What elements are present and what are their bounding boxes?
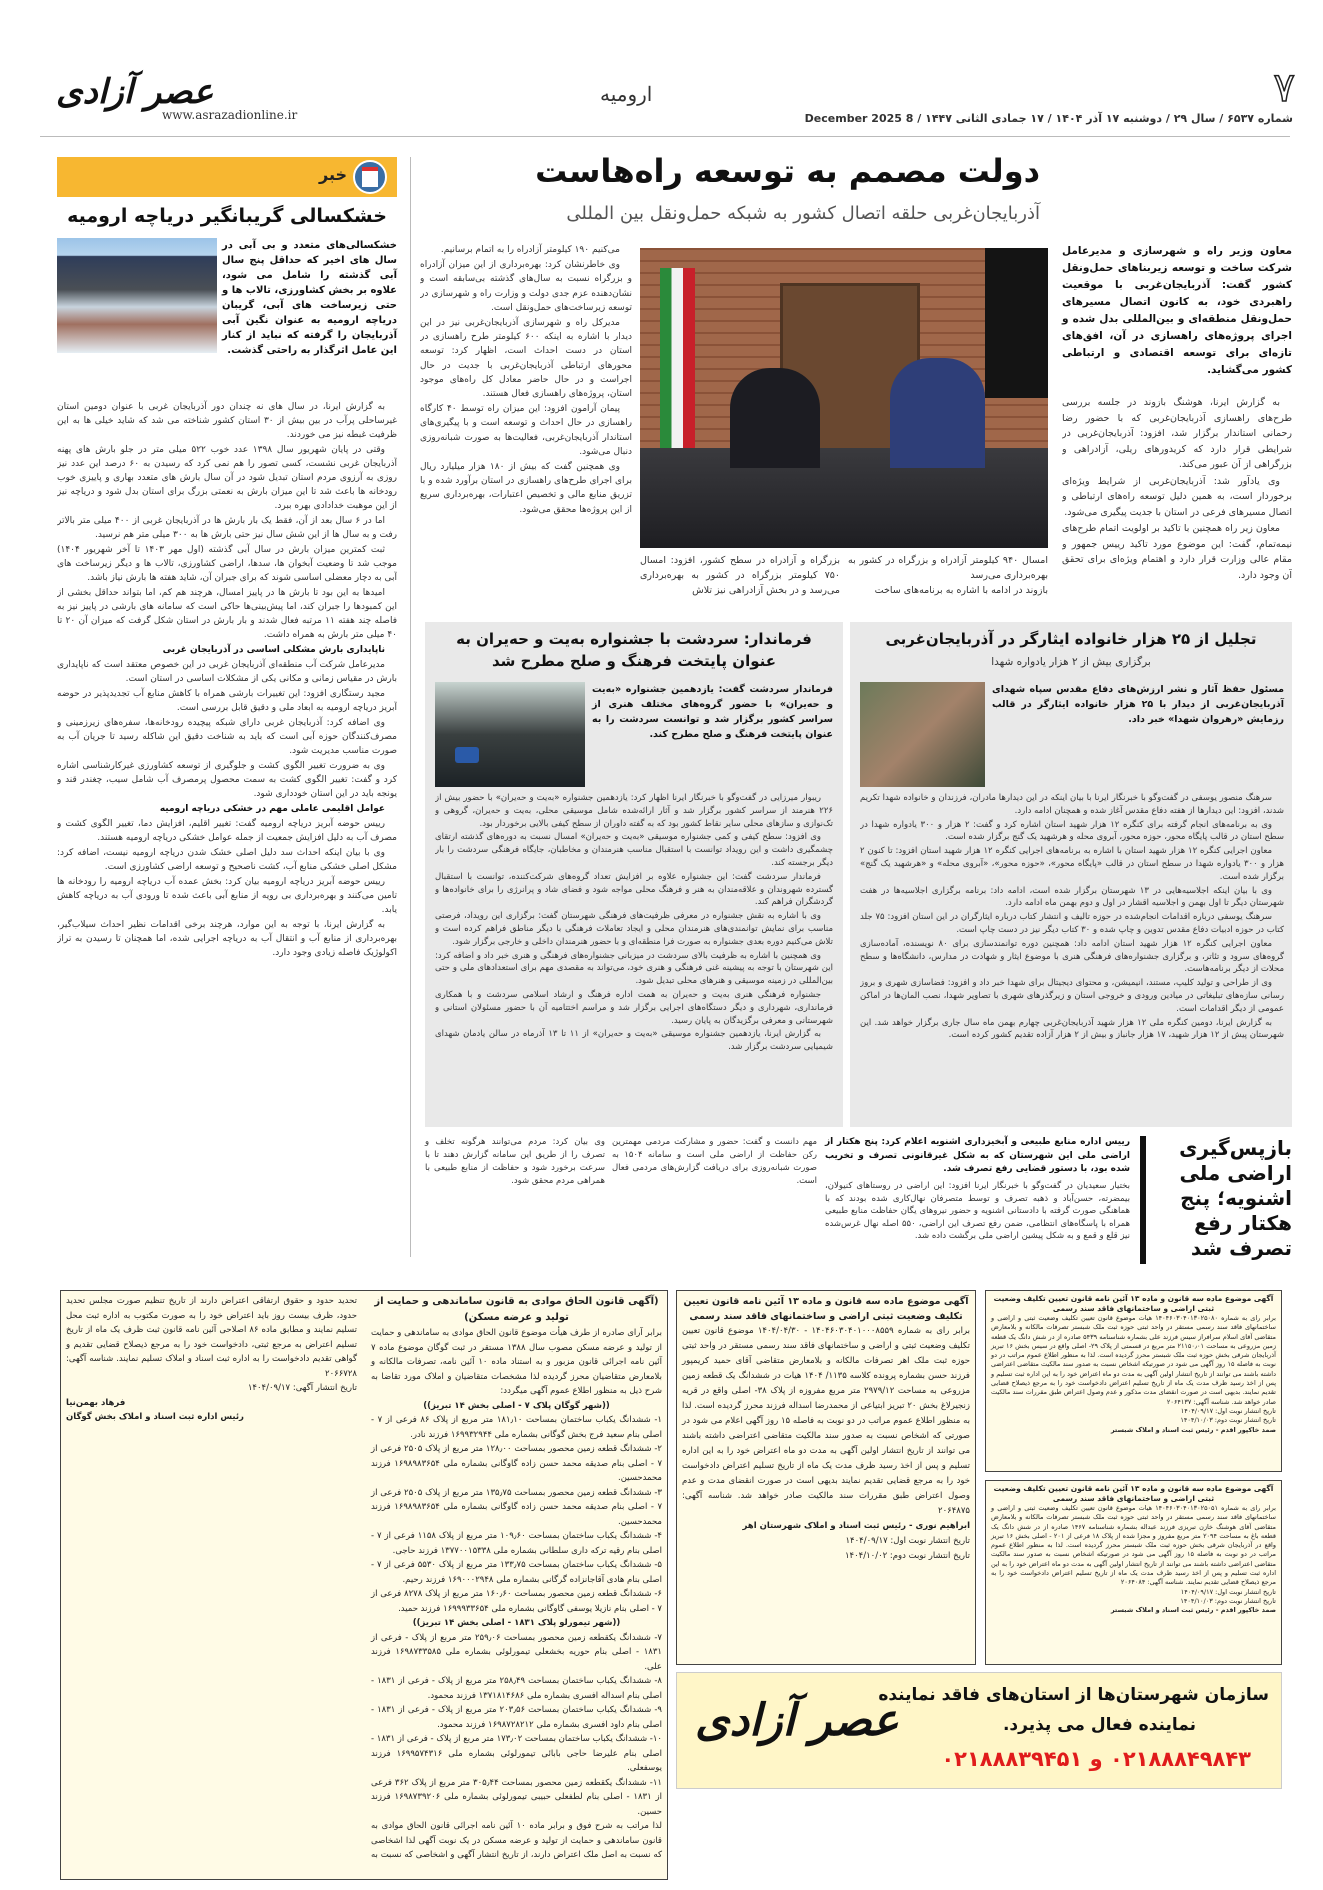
page-header	[0, 60, 1323, 130]
body-paragraph: وی به برنامه‌های انجام گرفته برای کنگره ۱۲ هزار شهید استان اشاره کرد و گفت: ۲ هزار و ۳۰۰ یادواره شهدا در سطح استان در قالب پایگاه محور، حوزه محور، آبروی محله و هرشهید یک گنج برگزار شده است.	[860, 819, 1284, 843]
promo-line1: سازمان شهرستان‌ها از استان‌های فاقد نماینده	[878, 1685, 1269, 1705]
ad-item: ۵- ششدانگ یکباب ساختمان بمساحت ۱۳۳٫۷۵ متر مربع از پلاک ۵۵۳۰ فرعی از ۷ - اصلی بنام هادی آقاجانزاده گرگانی بشماره ملی ۱۶۹۰۰۰۲۹۴۸ فرزند رحیم.	[371, 1560, 662, 1585]
news-body-paragraph: رییس حوضه آبریز دریاچه ارومیه گفت: تغییر اقلیم، افزایش دما، تغییر الگوی کشت و مصرف آب به دلیل افزایش جمعیت از جمله عوامل خشکی دریاچه ارومیه هستند.	[57, 819, 397, 843]
body-paragraph: وی یادآور شد: آذربایجان‌غربی از شرایط ویژه‌ای برخوردار است، به همین دلیل توسعه راه‌های ارتباطی و اتصال مسیرهای فرعی در استان با جدیت پیگیری می‌شود.	[1062, 475, 1292, 518]
main-story-col3	[420, 243, 632, 611]
news-label: خبر	[318, 165, 347, 184]
body-paragraph: مدیرکل راه و شهرسازی آذربایجان‌غربی نیز در این دیدار با اشاره به اینکه ۶۰۰ کیلومتر طرح راهسازی در استان در دست احداث است، اظهار کرد: توسعه محورهای ارتباطی آذربایجان‌غربی با جدیت در حال اجراست و در حال حاضر معادل کل راه‌های موجود استان، پروژه‌های راهسازی فعال هستند.	[420, 318, 632, 400]
masthead-logo: عصر آزادی	[56, 72, 214, 112]
ad-date-second: تاریخ انتشار نوبت دوم: ۱۴۰۴/۱۰/۰۳	[1180, 1416, 1276, 1425]
body-paragraph: وی با اشاره به نقش جشنواره در معرفی ظرفیت‌های فرهنگی شهرستان گفت: برگزاری این رویداد، فرصتی مناسب برای نمایش توانمندی‌های هنرمندان محلی و ایجاد تعاملات فرهنگی با دیگر مناطق فراهم کرده است و تلاش می‌کنیم دوره بعدی جشنواره به صورت فرا منطقه‌ای و با حضور هنرمندان داخلی و خارجی برگزار شود.	[435, 911, 833, 947]
legal-ad-shabestar-1	[985, 1290, 1282, 1472]
ad-item: ۷- ششدانگ یکقطعه زمین محصور بمساحت ۲۵۹٫۰۶ متر مربع از پلاک - فرعی از ۱۸۳۱ - اصلی بنام حوریه بخشعلی تیمورلوئی بشماره ملی ۱۶۹۸۷۳۳۵۸۵ فرزند علی.	[371, 1632, 662, 1672]
legal-ad-ahar	[676, 1290, 976, 1665]
ad-date-second: تاریخ انتشار نوبت دوم: ۱۴۰۴/۱۰/۰۲	[844, 1551, 970, 1561]
ad-subheading: ((شهر گوگان پلاک ۷ - اصلی بخش ۱۴ تبریز))	[423, 1400, 610, 1411]
news-body-paragraph: ثبت کمترین میزان بارش در سال آبی گذشته (اول مهر ۱۴۰۳ تا آخر شهریور ۱۴۰۴) موجب شد تا وضعیت آبخوان ها، سدها، اراضی کشاورزی، تالاب ها و دیگر زیرساخت های آبی به دچار معضلی اساسی شوند که برای جبران آن، شاید هفته ها بارش نیاز باشد.	[57, 545, 397, 583]
meeting-photo	[640, 248, 1048, 548]
person-right	[890, 358, 985, 468]
microphone-icon	[455, 747, 479, 763]
news-body-paragraph: به گزارش ایرنا، در سال های نه چندان دور آذربایجان غربی با عنوان دومین استان غیرساحلی پرآب در بین بیش از ۳۰ استان کشور شناخته می شد که شاید خیلی ها به این ظرفیت غبطه نیز می خوردند.	[57, 402, 397, 440]
sardasht-lead: فرماندار سردشت گفت: یازدهمین جشنواره «به‌یت و حه‌یران» با حضور گروه‌های مختلف هنری از سراسر کشور برگزار شد و توانست سردشت را به عنوان پایتخت فرهنگ و صلح مطرح کند.	[592, 684, 833, 740]
body-paragraph: معاون اجرایی کنگره ۱۲ هزار شهید استان ادامه داد: همچنین دوره توانمندسازی برای ۸۰ نویسنده، آماده‌سازی گروه‌های سرود و تئاتر، و برگزاری جشنواره‌های فرهنگی هنری با موضوع ایثار و شهادت در مدارس، دانشگاه‌ها و سطح محلات از دیگر برنامه‌هاست.	[860, 938, 1284, 975]
news-body-paragraph: وی اضافه کرد: آذربایجان غربی دارای شبکه پیچیده رودخانه‌ها، سفره‌های زیرزمینی و مصرف‌کنندگان حوزه آبی است که باید به شناخت دقیق این شاکله رسید تا جریان آب به صورت مناسب مدیریت شود.	[57, 718, 397, 756]
ad-subheading: ((شهر تیمورلو پلاک ۱۸۳۱ - اصلی بخش ۱۴ تبریز))	[412, 1618, 621, 1628]
isargar-title: تجلیل از ۲۵ هزار خانواده ایثارگر در آذربایجان‌غربی	[885, 630, 1257, 648]
sardasht-body	[435, 792, 833, 1122]
promo-line2: نماینده فعال می پذیرد.	[1002, 1715, 1196, 1735]
ad-item: ۱۰- ششدانگ یکباب ساختمان بمساحت ۱۷۳٫۰۲ متر مربع از پلاک - فرعی از ۱۸۳۱ - اصلی بنام علیرضا حاجی بابائی تیمورلوئی بشماره ملی ۱۶۹۹۵۷۴۳۱۶ فرزند یوسفعلی.	[371, 1734, 662, 1773]
news-subheading: ناپایداری بارش مشکلی اساسی در آذربایجان غربی	[162, 645, 385, 655]
isargar-photo	[860, 682, 985, 787]
ad-item: ۲- ششدانگ قطعه زمین محصور بمساحت ۱۲۸٫۰۰ متر مربع از پلاک ۲۵۰۵ فرعی از ۷ - اصلی بنام صدیقه محمد حسن زاده گاوگانی بشماره ملی ۱۶۹۸۹۸۳۶۵۴ فرزند محمدحسین.	[371, 1444, 663, 1483]
main-story-lead: معاون وزیر راه و شهرسازی و مدیرعامل شرکت ساخت و توسعه زیربناهای حمل‌ونقل کشور گفت: آذربایجان‌غربی با موقعیت راهبردی خود، به کانون اتصال مسیرهای حمل‌ونقل منطقه‌ای و بین‌المللی بدل شده و اجرای پروژه‌های راهسازی در آن، افق‌های تازه‌ای برای توسعه اقتصادی و ارتباطی کشور می‌گشاید.	[1062, 245, 1292, 376]
page-number: ۷	[1273, 65, 1295, 111]
news-subheading: عوامل اقلیمی عاملی مهم در خشکی دریاچه ارومیه	[159, 804, 385, 814]
caption-col2: بزرگراه و آزادراه در سطح کشور، افزود: امسال ۷۵۰ کیلومتر بزرگراه در کشور به بهره‌برداری می‌رسد و در بخش آزادراهی نیز تلاش	[640, 555, 840, 596]
body-paragraph: پیمان آرامون افزود: این میزان راه توسط ۴۰ کارگاه راهسازی در حال احداث و توسعه است و با پیگیری‌های استاندار آذربایجان‌غربی، فعالیت‌ها به صورت شبانه‌روزی دنبال می‌شود.	[420, 404, 632, 457]
tv-screen	[985, 248, 1048, 398]
ad-item: ۱۱- ششدانگ یکقطعه زمین محصور بمساحت ۳۰۵٫۴۴ متر مربع از پلاک ۳۶۲ فرعی از ۱۸۳۱ - اصلی بنام لطفعلی حبیبی تیمورلوئی بشماره ملی ۱۶۹۸۷۳۹۲۰۶ فرزند حسین.	[371, 1777, 662, 1817]
body-paragraph: به گزارش ایرنا، هوشنگ بازوند در جلسه بررسی طرح‌های راهسازی آذربایجان‌غربی که با حضور رضا رحمانی استاندار برگزار شد، افزود: آذربایجان‌غربی در شرایطی قرار دارد که کریدورهای ریلی، آزادراهی و بزرگراهی از آن عبور می‌کند.	[1062, 397, 1292, 470]
ad-title: آگهی موضوع ماده سه قانون و ماده ۱۳ آئین نامه قانون تعیین تکلیف وضعیت ثبتی اراضی و ساختمانهای فاقد سند رسمی	[683, 1296, 969, 1322]
main-story-col1	[1062, 395, 1292, 615]
oshnavieh-lead: رییس اداره منابع طبیعی و آبخیزداری اشنویه اعلام کرد: پنج هکتار از اراضی ملی این شهرستان که به شکل غیرقانونی تصرف و تخریب شده بود، با دستور قضایی رفع تصرف شد.	[825, 1137, 1130, 1174]
issue-line: شماره ۶۵۳۷ / سال ۲۹ / دوشنبه ۱۷ آذر ۱۴۰۴ / ۱۷ جمادی الثانی ۱۴۴۷ / 8 December 2025	[804, 112, 1293, 125]
news-box-title: خشکسالی گریبانگیر دریاچه ارومیه	[67, 205, 387, 227]
oshnavieh-col3: وی بیان کرد: مردم می‌توانند هرگونه تخلف و تصرف را از طریق این سامانه گزارش دهند تا با سرعت برخورد شود و حفاظت از منابع طبیعی با همراهی مردم محقق شود.	[425, 1137, 605, 1186]
news-label-bar	[57, 157, 397, 197]
ad-item: ۸- ششدانگ یکباب ساختمان بمساحت ۲۵۸٫۴۹ متر مربع از پلاک - فرعی از ۱۸۳۱ - اصلی بنام اسداله افسری بشماره ملی ۱۳۷۱۸۱۴۶۸۶ فرزند محمود.	[371, 1676, 662, 1701]
column-divider	[410, 157, 411, 1257]
ad-item: ۱- ششدانگ یکباب ساختمان بمساحت ۱۸۱٫۱۰ متر مربع از پلاک ۸۶ فرعی از ۷ - اصلی بنام سعید فرج بخش گوگانی بشماره ملی ۱۶۹۹۳۲۹۴۴ فرزند نادر.	[371, 1415, 662, 1440]
ad-body: برابر رای به شماره ۱۴۰۴۶۰۳۰۴۰۱۳۰۲۵۰۵۱ هیات موضوع قانون تعیین تکلیف وضعیت ثبتی و اراضی و ساختمانهای فاقد سند رسمی مستقر در واحد ثبتی حوزه ثبت ملک شبستر تصرفات مالکانه و بلامعارض متقاضی آقای هوشنگ خازن تبریزی فرزند عبداله بشماره شناسنامه ۱۴۶۷ صادره از در شش دانگ یک قطعه باغ به مساحت ۲۰۹۴ متر مربع مفروز و مجزا شده از پلاک ۱۸ فرعی از ۲۰۱ - اصلی بخش ۱۶ تبریز واقع در آذربایجان شرقی بخش حوزه ثبت ملک شبستر محرز گردیده است. لذا به منظور اطلاع عموم مراتب در دو نوبت به فاصله ۱۵ روز آگهی می شود در صورتیکه اشخاص نسبت به صدور سند مالکیت متقاضی اعتراضی داشته باشند می توانند از تاریخ انتشار اولین آگهی به مدت دو ماه اعتراض خود را به این اداره ثبت تسلیم و پس از اخذ رسید ظرف مدت یک ماه از تاریخ تسلیم اعتراض دادخواست خود را به مرجع ذیصلاح قضایی تقدیم نمایند. شناسه آگهی: ۲۰۶۴۰۸۴	[991, 1504, 1276, 1587]
legal-ad-gogan	[60, 1290, 668, 1880]
ad-signer: فرهاد بهمن‌نیا	[66, 1397, 126, 1408]
body-paragraph: وی همچنین گفت که بیش از ۱۸۰ هزار میلیارد ریال برای اجرای طرح‌های راهسازی در استان برآورد شده و با تزریق منابع مالی و تخصیص اعتبارات، بهره‌برداری سریع از این پروژه‌ها محقق می‌شود.	[420, 462, 632, 515]
news-body-paragraph: مجید رستگاری افزود: این تغییرات بارشی همراه با کاهش منابع آب تجدیدپذیر در حوضه آبریز دریاچه ارومیه به ابعاد ملی و دقیق قابل بررسی است.	[57, 689, 397, 713]
news-body-paragraph: وی با بیان اینکه احداث سد دلیل اصلی خشک شدن دریاچه ارومیه نیست، اضافه کرد: مشکل اصلی خشکی منابع آب، کشت ناصحیح و توسعه اراضی کشاورزی است.	[57, 848, 397, 872]
main-story-subtitle: آذربایجان‌غربی حلقه اتصال کشور به شبکه حمل‌ونقل بین المللی	[566, 203, 1040, 224]
news-body-paragraph: مدیرعامل شرکت آب منطقه‌ای آذربایجان غربی در این خصوص معتقد است که ناپایداری بارش در مقیاس زمانی و مکانی یکی از مشکلات اساسی در استان است.	[57, 660, 397, 684]
sardasht-title: فرماندار: سردشت با جشنواره به‌یت و حه‌یران به عنوان پایتخت فرهنگ و صلح مطرح شد	[456, 630, 812, 670]
ad-intro: برابر آرای صادره از طرف هیأت موضوع قانون الحاق موادی به ساماندهی و حمایت از تولید و عرضه مسکن مصوب سال ۱۳۸۸ مستقر در ثبت گوگان موضوع ماده ۷ آئین نامه اجرائی قانون مزبور و به استناد ماده ۱۰ آئین نامه، تصرفات مالکانه و بلامعارض متقاضیان محرز گردیده لذا مشخصات متقاضیان و املاک مورد تقاضا به شرح ذیل به منظور اطلاع عموم آگهی میگردد:	[371, 1328, 662, 1396]
promo-banner	[676, 1672, 1282, 1789]
ad-item: ۴- ششدانگ یکباب ساختمان بمساحت ۱۰۹٫۶۰ متر مربع از پلاک ۱۱۵۸ فرعی از ۷ - اصلی بنام رقیه ترکه داری سلطانی بشماره ملی ۱۳۷۷۰۰۱۵۳۳۸ فرزند حاجی.	[371, 1531, 662, 1556]
isargar-subtitle: برگزاری بیش از ۲ هزار یادواره شهدا	[991, 656, 1151, 668]
ad-signature: ابراهیم نوری - رئیس ثبت اسناد و املاک شهرستان اهر	[742, 1521, 970, 1531]
isargar-story-box	[850, 622, 1292, 1127]
body-paragraph: وی خاطرنشان کرد: بهره‌برداری از این میزان آزادراه و بزرگراه نسبت به سال‌های گذشته بی‌سابقه است و نشان‌دهنده عزم جدی دولت و وزارت راه و شهرسازی در توسعه زیرساخت‌های حمل‌ونقل است.	[420, 260, 632, 313]
sardasht-photo	[435, 682, 585, 787]
body-paragraph: فرماندار سردشت گفت: این جشنواره علاوه بر افزایش تعداد گروه‌های شرکت‌کننده، توانست با استقبال گسترده شهروندان و علاقه‌مندان به هنر و فرهنگ محلی مواجه شود و فضای شاد و پرانرژی را برای خانواده‌ها و گردشگران فراهم کند.	[435, 871, 833, 908]
news-body-paragraph: وی به ضرورت تغییر الگوی کشت و جلوگیری از توسعه کشاورزی غیرکارشناسی اشاره کرد و گفت: تغییر الگوی کشت به سمت محصول پرمصرف آب شامل سیب، چغندر قند و یونجه باید در این استان خودداری شود.	[57, 761, 397, 799]
news-body-paragraph: رییس حوضه آبریز دریاچه ارومیه بیان کرد: بخش عمده آب دریاچه ارومیه را رودخانه ها تامین می‌کنند و بهره‌برداری بی رویه از منابع آبی باعث شده تا ورودی آب به دریاچه کاهش یابد.	[57, 877, 397, 915]
news-document-icon	[353, 160, 387, 194]
oshnavieh-col2: مهم دانست و گفت: حضور و مشارکت مردمی مهمترین رکن حفاظت از اراضی ملی است و سامانه ۱۵۰۴ به صورت شبانه‌روزی برای دریافت گزارش‌های مردمی فعال است.	[612, 1137, 817, 1186]
body-paragraph: به گزارش ایرنا، دومین کنگره ملی ۱۲ هزار شهید آذربایجان‌غربی چهارم بهمن ماه سال جاری برگزار خواهد شد. این شهرستان پیش از ۱۲ هزار شهید، ۱۷ هزار جانباز و بیش از ۲ هزار آزاده تقدیم کشور کرده است.	[860, 1017, 1284, 1041]
ad-title: آگهی موضوع ماده سه قانون و ماده ۱۳ آئین نامه قانون تعیین تکلیف وضعیت ثبتی اراضی و ساختمانهای فاقد سند رسمی	[993, 1294, 1274, 1313]
ad-signature: صمد خاکپور اقدم - رئیس ثبت اسناد و املاک شبستر	[1110, 1606, 1276, 1615]
ad-body: برابر رای به شماره ۱۴۰۴۶۰۳۰۴۰۱۳۰۲۵۰۸۰ هیات موضوع قانون تعیین تکلیف وضعیت ثبتی و اراضی و ساختمانهای فاقد سند رسمی مستقر در واحد ثبتی حوزه ثبت ملک شبستر تصرفات مالکانه و بلامعارض متقاضی آقای اسلام سرافراز سیس فرزند علی بشماره شناسنامه ۵۴۳۹ صادره از در شش دانگ یک قطعه زمین مزروعی به مساحت ۲۱۱۵۰٫۰۱ متر مربع در قسمتی از پلاک ۲۹- اصلی واقع در سیس بخش ۱۶ تبریز آذربایجان شرقی بخش حوزه ثبت ملک شبستر محرز گردیده است. لذا به منظور اطلاع عموم مراتب در دو نوبت به فاصله ۱۵ روز آگهی می شود در صورتیکه اشخاص نسبت به صدور سند مالکیت متقاضی اعتراضی داشته باشند می توانند از تاریخ انتشار اولین آگهی به مدت دو ماه اعتراض خود را به این اداره ثبت تسلیم و پس از اخذ رسید ظرف مدت یک ماه از تاریخ تسلیم اعتراض دادخواست خود را به مرجع ذیصلاح قضایی تقدیم نمایند. بدیهی است در صورت انقضای مدت مذکور و عدم وصول اعتراض طبق مقررات سند مالکیت صادر خواهد شد. شناسه آگهی: ۲۰۶۴۱۳۷	[991, 1314, 1277, 1406]
body-paragraph: جشنواره فرهنگی هنری به‌یت و حه‌یران به همت اداره فرهنگ و ارشاد اسلامی سردشت و با همکاری فرمانداری، شهرداری و دیگر دستگاه‌های اجرایی برگزار شد و مراسم اختتامیه آن با حضور مسئولان استانی و شهرستانی و معرفی برگزیدگان به پایان رسید.	[435, 989, 833, 1026]
body-paragraph: سرهنگ یوسفی درباره اقدامات انجام‌شده در حوزه تالیف و انتشار کتاب درباره ایثارگران در این استان افزود: ۷۵ جلد کتاب در حوزه ادبیات دفاع مقدس تدوین و چاپ شده و ۳۰ کتاب دیگر نیز در دست چاپ است.	[860, 912, 1284, 935]
body-paragraph: به گزارش ایرنا، یازدهمین جشنواره موسیقی «به‌یت و حه‌یران» از ۱۱ تا ۱۳ آذرماه در سالن یادمان شهدای شیمیایی سردشت برگزار شد.	[435, 1029, 833, 1053]
conference-table	[640, 448, 1048, 548]
body-paragraph: سرهنگ منصور یوسفی در گفت‌وگو با خبرنگار ایرنا با بیان اینکه در این دیدارها مادران، فرزندان و خانواده شهدا تکریم شدند، افزود: این دیدارها از هفته دفاع مقدس آغاز شده و همچنان ادامه دارد.	[860, 793, 1284, 816]
ad-date-first: تاریخ انتشار نوبت اول: ۱۴۰۴/۰۹/۱۷	[845, 1536, 970, 1546]
body-paragraph: معاون اجرایی کنگره ۱۲ هزار شهید استان با اشاره به برنامه‌های اجرایی کنگره ۱۲ هزار شهید استان افزود: تا کنون ۲ هزار و ۳۰۰ یادواره شهدا در سطح استان در قالب «پایگاه محور»، «حوزه محور»، «آبروی محله» و «هرشهید یک گنج» برگزار شده است.	[860, 846, 1284, 882]
body-paragraph: وی از طراحی و تولید کلیپ، مستند، انیمیشن، و محتوای دیجیتال برای شهدا خبر داد و افزود: فضاسازی شهری و بروز رسانی سازه‌های تبلیغاتی در میادین ورودی و خروجی استان و زیرگذرهای شهری با تصاویر شهدا، نصب المان‌ها در اماکن عمومی از دیگر اقدامات است.	[860, 978, 1284, 1014]
ad-date-second: تاریخ انتشار نوبت دوم: ۱۴۰۴/۱۰/۰۳	[1180, 1596, 1276, 1605]
person-left	[730, 368, 820, 468]
ad-signature: صمد خاکپور اقدم - رئیس ثبت اسناد و املاک شبستر	[1110, 1425, 1276, 1434]
photo-caption-continued: بازوند در ادامه با اشاره به برنامه‌های ساخت	[874, 585, 1048, 596]
news-body-paragraph: امیدها به این بود تا بارش ها در پاییز امسال، هرچند هم کم، اما بتواند حداقل بخشی از این کمبودها را جبران کند، اما پیش‌بینی‌ها حاکی است که سامانه های بارشی در پاییز نیز به فاصله چند هفته ۱۱ مرتبه فعال شدند و بار بارش در استان شکل گرفت که میزان آن ۲۰ تا ۴۰ میلی متر بارش به همراه داشت.	[57, 588, 397, 640]
ad-date-first: تاریخ انتشار نوبت اول: ۱۴۰۴/۰۹/۱۷	[1180, 1406, 1276, 1415]
website-url[interactable]: www.asrazadionline.ir	[162, 108, 298, 122]
news-box-body	[57, 400, 397, 1255]
news-body-paragraph: اما در ۶ سال بعد از آن، فقط یک بار بارش ها در آذربایجان غربی از ۴۰۰ میلی متر بالاتر رفت و به سال ها از این شش سال نیز حتی بارش ها به ۳۰۰ میلی متر هم نرسید.	[57, 516, 397, 540]
body-paragraph: وی افزود: سطح کیفی و کمی جشنواره موسیقی «به‌یت و حه‌یران» امسال نسبت به دوره‌های گذشته ارتقای چشمگیری داشت و این رویداد توانست با استقبال مناسب هنرمندان و مخاطبان، جایگاه فرهنگی سردشت را بار دیگر برجسته کند.	[435, 832, 833, 868]
ad-signer-title: رئیس اداره ثبت اسناد و املاک بخش گوگان	[66, 1412, 244, 1422]
news-body-paragraph: به گزارش ایرنا، با توجه به این موارد، هرچند برخی اقدامات نظیر احداث سیلاب‌گیر، بهره‌برداری از منابع آب و انتقال آب به دریاچه اجرایی شده، اما همچنان تا رسیدن به تراز اکولوژیک فاصله زیادی وجود دارد.	[57, 920, 397, 958]
body-paragraph: می‌کنیم ۱۹۰ کیلومتر آزادراه را به اتمام برسانیم.	[440, 245, 620, 255]
ad-body: برابر رای به شماره ۱۴۰۴۶۰۳۰۴۰۱۰۰۰۸۵۵۹ - ۱۴۰۴/۰۴/۳۰ موضوع قانون تعیین تکلیف وضعیت ثبتی و اراضی و ساختمانهای فاقد سند رسمی مستقر در واحد ثبتی حوزه ثبت ملک اهر تصرفات مالکانه و بلامعارض متقاضی آقای حمید کریمپور فرزند حسن بشماره پرونده کلاسه ۱۱۳۵/ ۱۴۰۴ هیات در ششدانگ یک قطعه زمین مزروعی به مساحت ۲۹۷۹/۱۲ متر مربع مفروزه از پلاک ۳۸- اصلی واقع در قریه زنجیرلاغ بخش ۲۰ تبریز ابتیاعی از محمدرضا اسداله فرزند محرز گردیده است. لذا به منظور اطلاع عموم مراتب در دو نوبت به فاصله ۱۵ روز آگهی اعلام می شود در صورتی که اشخاص نسبت به صدور سند مالکیت متقاضی اعتراضی داشته باشند می توانند از تاریخ انتشار اولین آگهی به مدت دو ماه اعتراض خود را به این اداره تسلیم و پس از اخذ رسید ظرف مدت یک ماه از تاریخ تسلیم اعتراض دادخواست خود را به مرجع قضایی تقدیم نمایند بدیهی است در صورت انقضای مدت و عدم وصول اعتراض طبق مقررات سند مالکیت صادر خواهد شد. شناسه آگهی: ۲۰۶۴۸۷۵	[682, 1326, 971, 1516]
promo-phones[interactable]: ۰۲۱۸۸۸۴۹۸۴۳ و ۰۲۱۸۸۸۳۹۴۵۱	[941, 1747, 1251, 1771]
header-divider	[40, 136, 1290, 137]
section-title: ارومیه	[600, 82, 653, 106]
ad-date-first: تاریخ انتشار نوبت اول: ۱۴۰۴/۰۹/۱۷	[1180, 1587, 1276, 1596]
isargar-body	[860, 792, 1284, 1122]
lake-bridge-photo	[57, 238, 217, 353]
ad-item: ۳- ششدانگ قطعه زمین محصور بمساحت ۱۳۵٫۷۵ متر مربع از پلاک ۲۵۰۵ فرعی از ۷ - اصلی بنام صدیقه محمد حسن زاده گاوگانی بشماره ملی ۱۶۹۸۹۸۳۶۵۴ فرزند محمدحسین.	[371, 1487, 663, 1527]
photo-caption: امسال ۹۴۰ کیلومتر آزادراه و بزرگراه در کشور به بهره‌برداری می‌رسد	[848, 555, 1048, 581]
news-box-lead: خشکسالی‌های متعدد و بی آبی در سال های اخیر که حداقل پنج سال آبی گذشته را شامل می شود، علاوه بر بخش کشاورزی، تالاب ها و حتی زیرساخت های آبی، گریبان دریاچه ارومیه به عنوان نگین آبی آذربایجان را گرفته که نباید از کنار این عامل اثرگذار به راحتی گذشت.	[222, 240, 397, 356]
ad-closing: لذا مراتب به شرح فوق و برابر ماده ۱۰ آئین نامه اجرائی قانون الحاق موادی به قانون ساماندهی و حمایت از تولید و عرضه مسکن در یک نوبت آگهی لذا اشخاصی که نسبت به اصل ملک اعتراض دارند، از تاریخ انتشار آگهی و اشخاصی که نسبت به تحدید حدود و حقوق ارتفاقی اعتراض دارند از تاریخ تنظیم صورت مجلس تحدید حدود، ظرف بیست روز باید اعتراض خود را به صورت مکتوب به اداره ثبت محل تسلیم نمایند و مطابق ماده ۸۶ اصلاحی آئین نامه قانون ثبت ظرف یک ماه از تاریخ تسلیم اعتراض به مرجع ثبتی، دادخواست خود را به مرجع ذیصلاح قضایی تقدیم و گواهی تقدیم دادخواست را به اداره ثبت اسناد و املاک تسلیم نمایند. شناسه آگهی: ۲۰۶۶۷۲۸	[66, 1296, 662, 1860]
legal-ad-shabestar-2	[985, 1480, 1282, 1665]
iran-flag	[660, 268, 695, 468]
news-body-paragraph: وقتی در پایان شهریور سال ۱۳۹۸ عدد خوب ۵۲۲ میلی متر در جلو بارش های پهنه آذربایجان غربی نشست، کسی تصور را هم نمی کرد که رسیدن به ۶۰ درصد این عدد نیز روزی به آرزوی مردم استان تبدیل شود در آن سال بارش های متعدد بهاری و پاییزی خوب رودخانه ها باعث شد تا این میزان بارش به نعمتی بزرگ برای استان بدل شود و دریاچه نیز از این موهبت خدادادی بهره ببرد.	[57, 445, 397, 511]
body-paragraph: معاون زیر راه همچنین با تاکید بر اولویت اتمام طرح‌های نیمه‌تمام، گفت: این موضوع مورد تاکید رییس جمهور و مقام عالی وزارت قرار دارد و اهتمام ویژه‌ای برای تحقق آن وجود دارد.	[1062, 523, 1292, 581]
oshnavieh-title-bar	[1140, 1136, 1146, 1264]
ad-item: ۶- ششدانگ قطعه زمین محصور بمساحت ۱۶۰٫۶۰ متر مربع از پلاک ۸۲۷۸ فرعی از ۷ - اصلی بنام نازیلا یوسفی گاوگانی بشماره ملی ۱۶۹۹۹۳۳۶۵۴ فرزند حمید.	[371, 1589, 662, 1614]
ad-title: آگهی موضوع ماده سه قانون و ماده ۱۳ آئین نامه قانون تعیین تکلیف وضعیت ثبتی اراضی و ساختمانهای فاقد سند رسمی	[993, 1484, 1274, 1503]
body-paragraph: ریبوار میرزایی در گفت‌وگو با خبرنگار ایرنا اظهار کرد: یازدهمین جشنواره «به‌یت و حه‌یران» با حضور بیش از ۲۲۶ هنرمند از سراسر کشور برگزار شد و آثار ارائه‌شده شامل موسیقی محلی، به‌یت و حه‌یران، گروهی و تک‌نوازی و سازهای محلی سایر نقاط کشور بود که به گفته داوران از سطح کیفی بالایی برخوردار بود.	[435, 793, 833, 829]
ad-date: تاریخ انتشار آگهی: ۱۴۰۴/۰۹/۱۷	[247, 1383, 357, 1393]
sardasht-story-box	[425, 622, 843, 1127]
oshnavieh-title: بازپس‌گیری اراضی ملی اشنویه؛ پنج هکتار رفع تصرف شد	[1179, 1136, 1292, 1260]
isargar-lead: مسئول حفظ آثار و نشر ارزش‌های دفاع مقدس سپاه شهدای آذربایجان‌غربی از دیدار با ۲۵ هزار خانواده ایثارگر در قالب رزمایش «رهروان شهدا» خبر داد.	[992, 684, 1284, 725]
body-paragraph: وی با بیان اینکه اجلاسیه‌هایی در ۱۳ شهرستان برگزار شده است، ادامه داد: برنامه برگزاری اجلاسیه‌ها در هفت شهرستان دیگر تا اول بهمن و اجلاسیه اقشار در اول و دوم بهمن ماه ادامه دارد.	[860, 885, 1284, 909]
body-paragraph: وی همچنین با اشاره به ظرفیت بالای سردشت در میزبانی جشنواره‌های فرهنگی و هنری خبر داد و اضافه کرد: این شهرستان با توجه به پیشینه غنی فرهنگی و هنری خود، می‌تواند به مقصدی مهم برای استعدادهای ملی و حتی بین‌المللی در زمینه موسیقی و هنرهای محلی تبدیل شود.	[435, 950, 833, 987]
ad-title: (آگهی قانون الحاق موادی به قانون ساماندهی و حمایت از تولید و عرضه مسکن)	[374, 1296, 659, 1323]
ad-item: ۹- ششدانگ یکباب ساختمان بمساحت ۲۰۳٫۵۶ متر مربع از پلاک - فرعی از ۱۸۳۱ - اصلی بنام داود افسری بشماره ملی ۱۶۹۸۷۲۸۲۱۲ فرزند محمود.	[371, 1705, 662, 1730]
promo-logo: عصر آزادی	[695, 1695, 899, 1746]
caption-col1	[848, 553, 1048, 598]
oshnavieh-col1: بختیار سعیدیان در گفت‌وگو با خبرنگار ایرنا افزود: این اراضی در روستاهای کنیولان، بیمضرته، حسن‌آباد و ذهبه تصرف و توسط متصرفان نهال‌کاری شده بودند که با هماهنگی صورت گرفته با دادستانی اشنویه و حضور نیروهای یگان حفاظت منابع طبیعی همراه با پاسگاه‌های انتظامی، ضمن رفع تصرف این اراضی، ۵۵۰ اصله نهال غرس‌شده نیز قلع و قمع و به شکل پیشین اراضی ملی برگشت داده شد.	[825, 1181, 1130, 1241]
main-story-title: دولت مصمم به توسعه راه‌هاست	[535, 152, 1040, 190]
